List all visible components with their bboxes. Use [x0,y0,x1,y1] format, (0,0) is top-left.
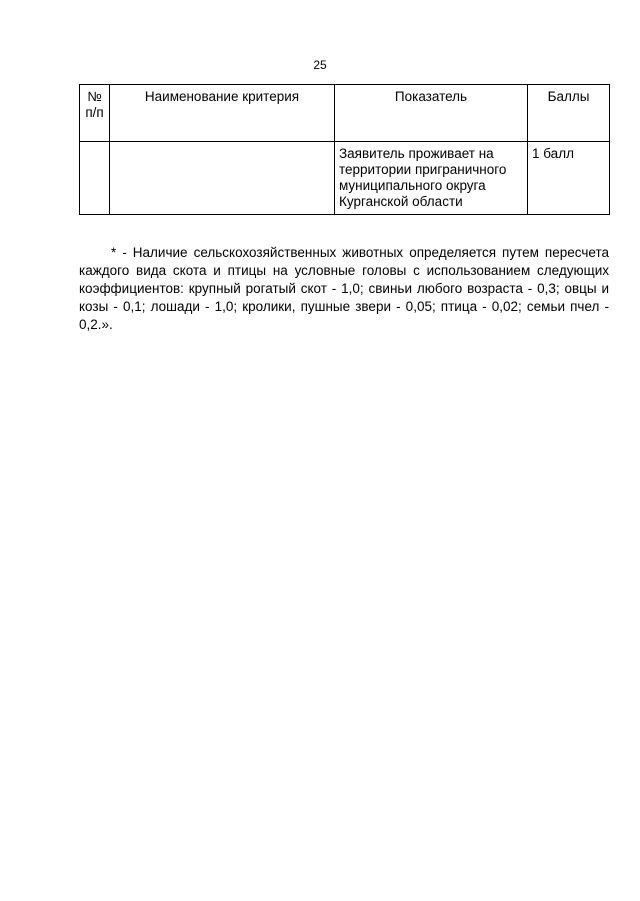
header-num: № п/п [80,85,110,142]
header-criterion-name: Наименование критерия [110,85,335,142]
cell-num [80,142,110,215]
table-row [80,142,610,215]
criteria-table [79,84,610,215]
cell-indicator: Заявитель проживает на территории приграничного муниципального округа Курганской области [335,142,528,215]
header-score: Баллы [528,85,610,142]
cell-score: 1 балл [528,142,610,215]
table-header-row [80,85,610,142]
header-indicator: Показатель [335,85,528,142]
page-number: 25 [313,58,327,72]
footnote: * - Наличие сельскохозяйственных животных определяется путем пересчета каждого вида скота и птицы на условные головы с использованием следующих коэффициентов: крупный рогатый скот - 1,0; свиньи любого возраста - 0,3; овцы и козы - 0,1; лошади - 1,0; кролики, пушные звери - 0,05; птица - 0,02; семьи пчел - 0,2.». [79,244,609,332]
cell-criterion-name [110,142,335,215]
